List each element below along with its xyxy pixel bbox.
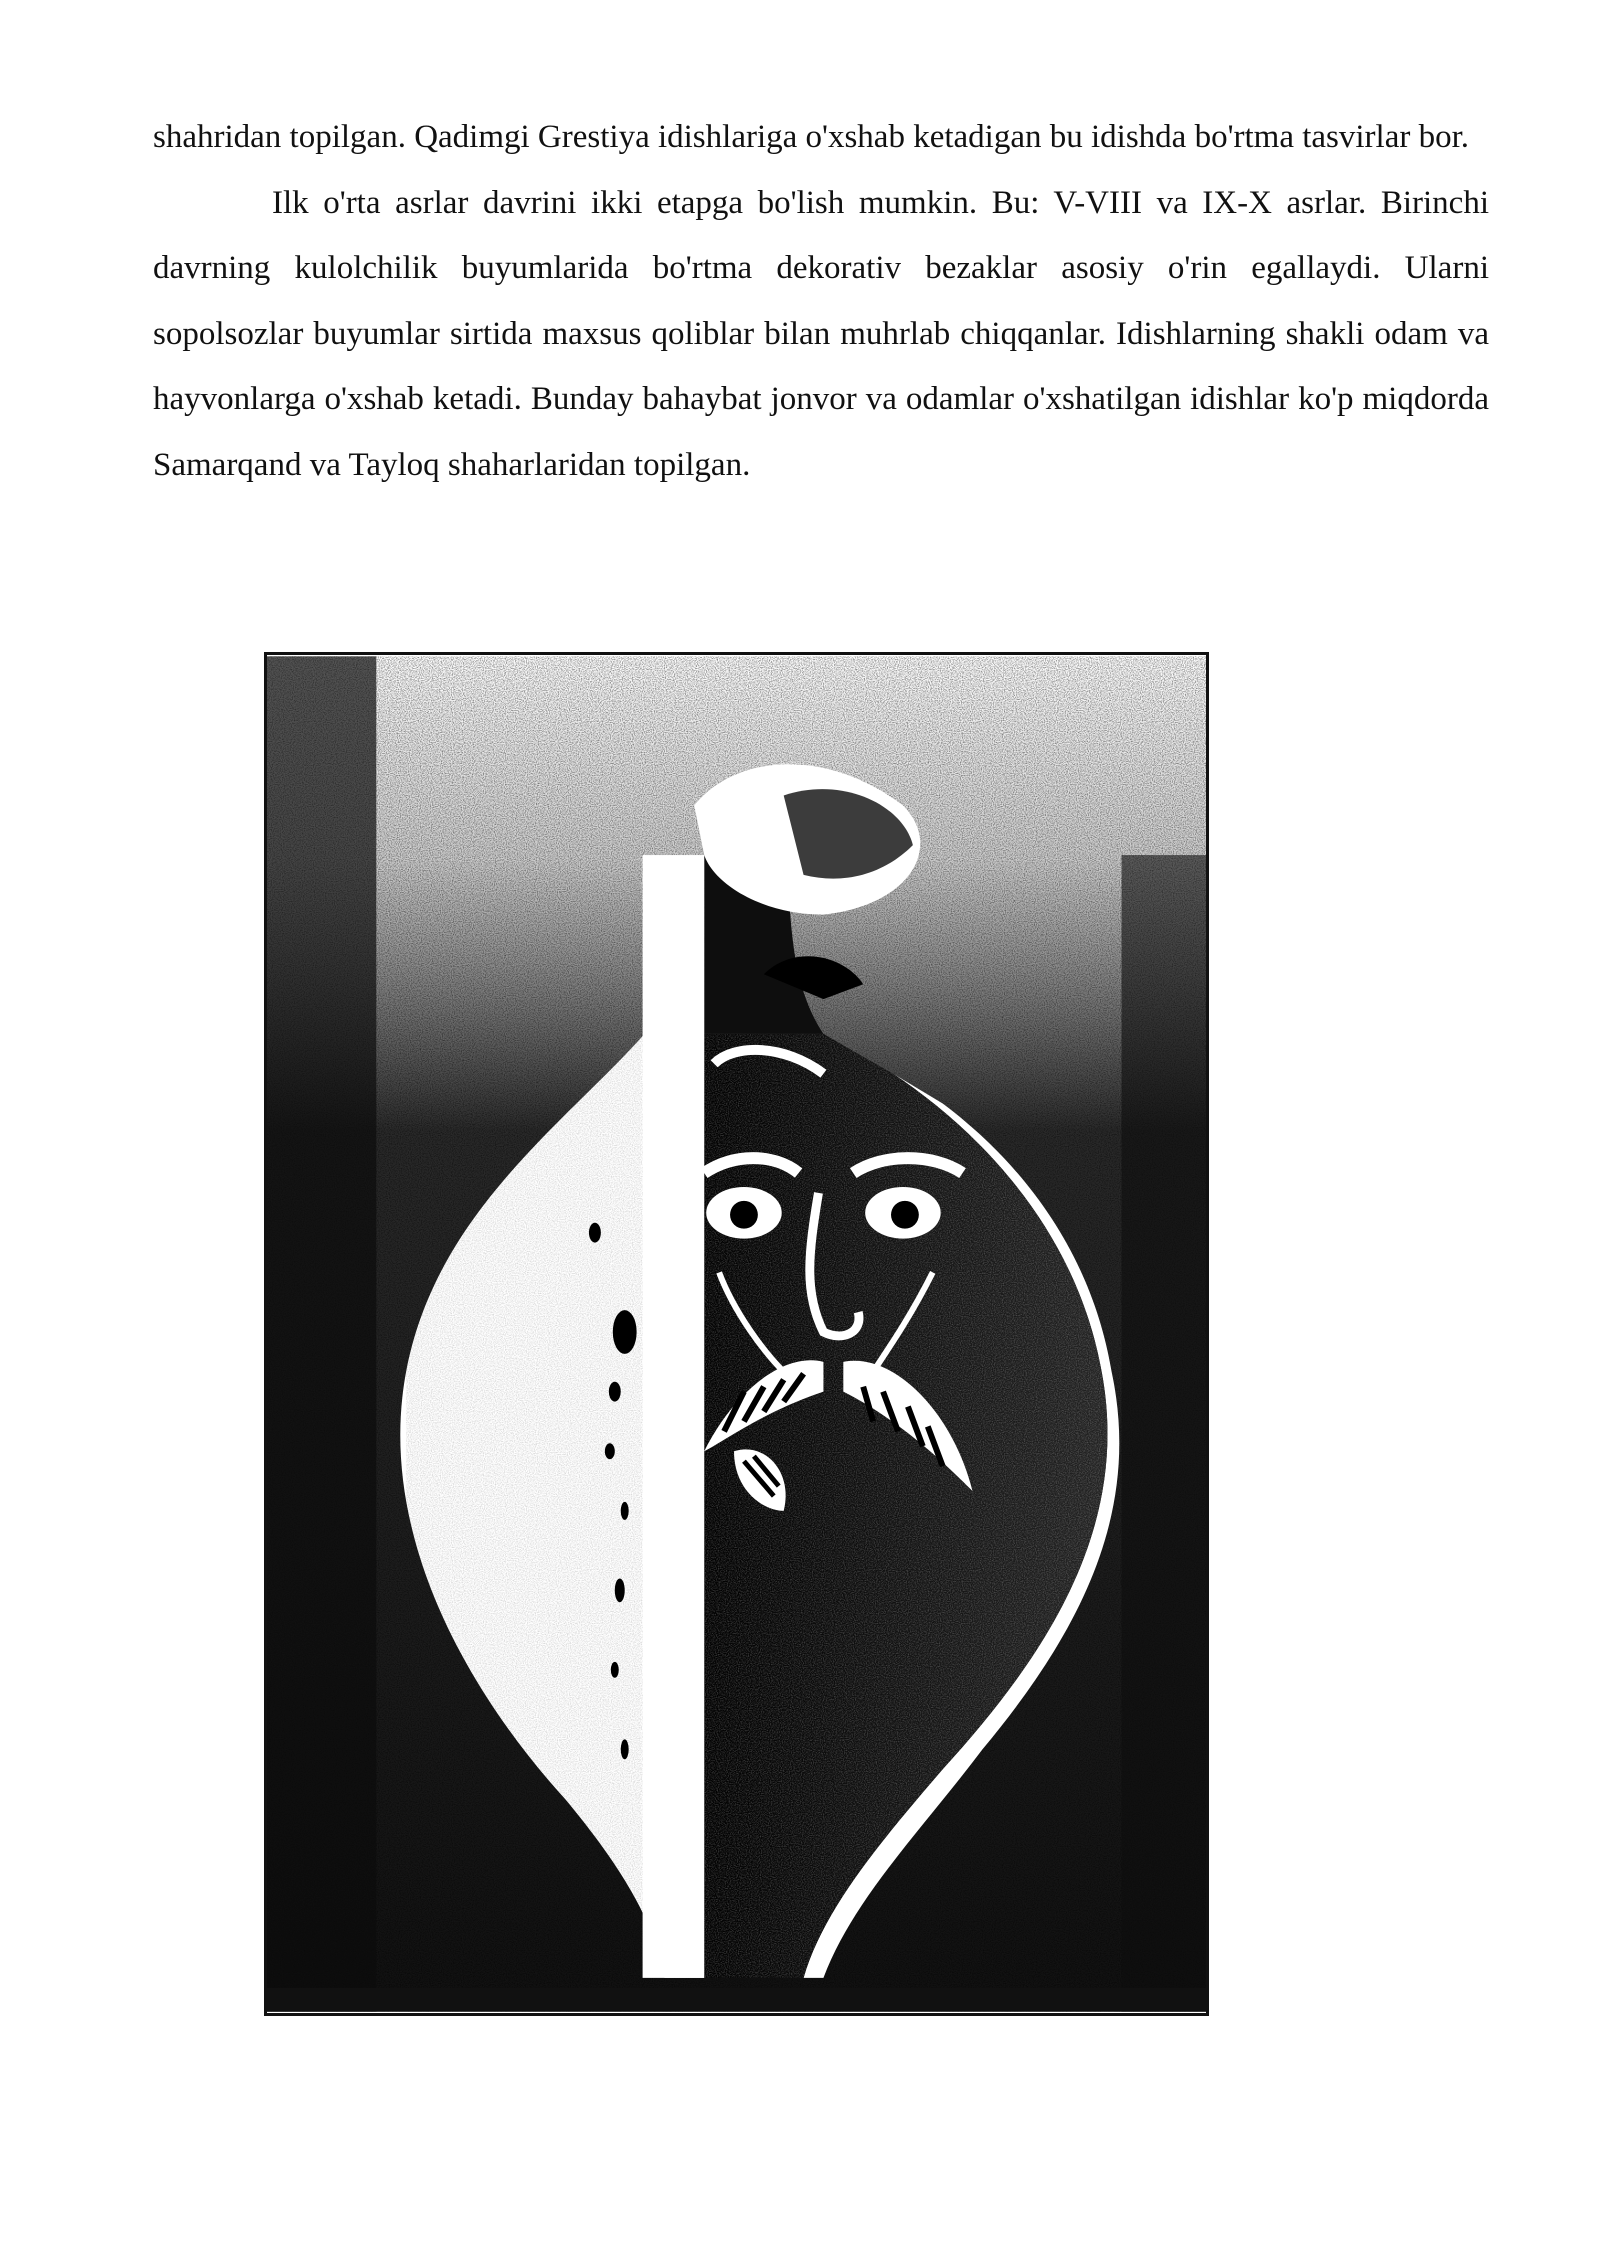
- body-text: [153, 105, 1489, 498]
- vessel-illustration: [267, 655, 1206, 2013]
- paragraph-continuation: shahridan topilgan. Qadimgi Grestiya idishlariga o'xshab ketadigan bu idishda bo'rtma tasvirlar bor.: [153, 119, 1470, 155]
- paragraph-early-middle-ages: Ilk o'rta asrlar davrini ikki etapga bo'lish mumkin. Bu: V-VIII va IX-X asrlar. Birinchi davrning kulolchilik buyumlarida bo'rtma dekorativ bezaklar asosiy o'rin egallaydi. Ularni sopolsozlar buyumlar sirtida maxsus qoliblar bilan muhrlab chiqqanlar. Idishlarning shakli odam va hayvonlarga o'xshab ketadi. Bunday bahaybat jonvor va odamlar o'xshatilgan idishlar ko'p miqdorda Samarqand va Tayloq shaharlaridan topilgan.: [153, 184, 1489, 483]
- vessel-photo: [264, 652, 1209, 2016]
